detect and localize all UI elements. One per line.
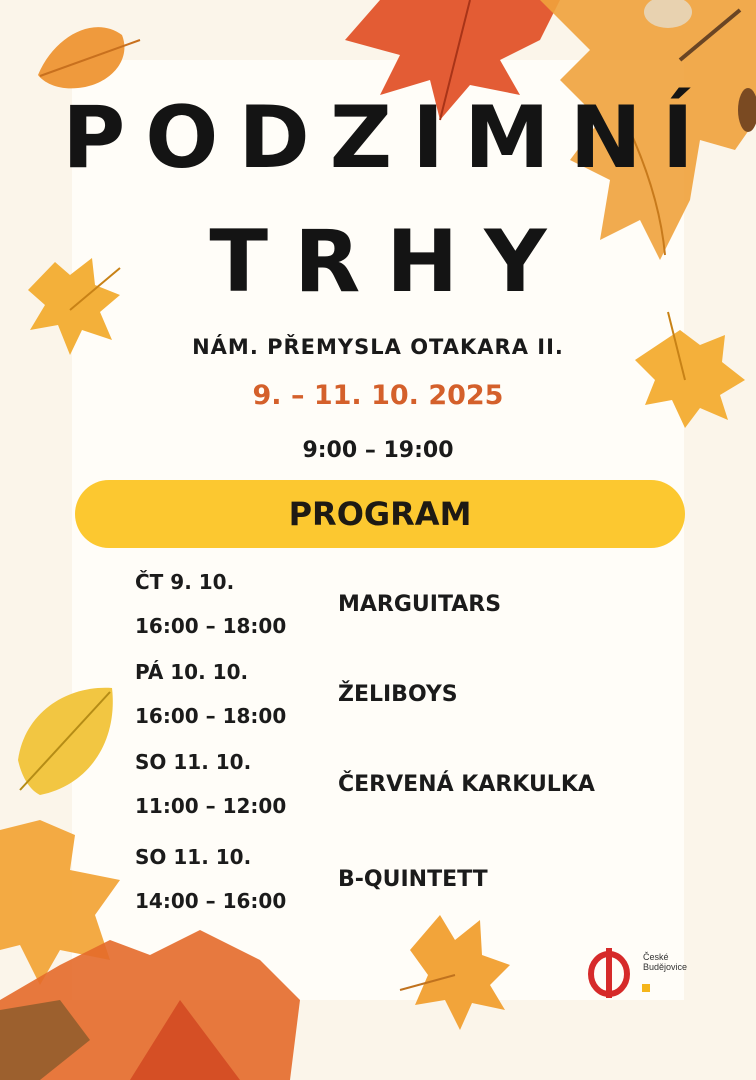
program-time: 14:00 – 16:00	[135, 889, 287, 913]
program-heading-bar	[75, 480, 685, 548]
birch-leaf-icon	[38, 27, 140, 88]
program-act: B-QUINTETT	[338, 867, 488, 892]
program-day: ČT 9. 10.	[135, 570, 235, 594]
maple-leaf-icon	[400, 915, 510, 1030]
program-act: ŽELIBOYS	[338, 682, 458, 707]
program-row	[0, 845, 756, 929]
program-act: MARGUITARS	[338, 592, 502, 617]
location-text: NÁM. PŘEMYSLA OTAKARA II.	[192, 335, 564, 359]
program-day: SO 11. 10.	[135, 750, 252, 774]
program-act: ČERVENÁ KARKULKA	[338, 772, 595, 797]
event-dates: 9. – 11. 10. 2025	[252, 380, 504, 411]
logo-text-line-1: České	[643, 952, 669, 962]
program-time: 16:00 – 18:00	[135, 704, 287, 728]
program-time: 11:00 – 12:00	[135, 794, 287, 818]
program-row	[0, 570, 756, 654]
program-row	[0, 660, 756, 744]
title-line-1: PODZIMNÍ	[62, 88, 714, 188]
program-day: SO 11. 10.	[135, 845, 252, 869]
program-heading: PROGRAM	[288, 495, 472, 533]
program-day: PÁ 10. 10.	[135, 660, 249, 684]
program-time: 16:00 – 18:00	[135, 614, 287, 638]
program-row	[0, 750, 756, 834]
title-line-2: TRHY	[209, 212, 573, 312]
opening-hours: 9:00 – 19:00	[302, 438, 454, 463]
city-logo-icon	[584, 948, 694, 998]
logo-text-line-2: Budějovice	[643, 962, 688, 972]
